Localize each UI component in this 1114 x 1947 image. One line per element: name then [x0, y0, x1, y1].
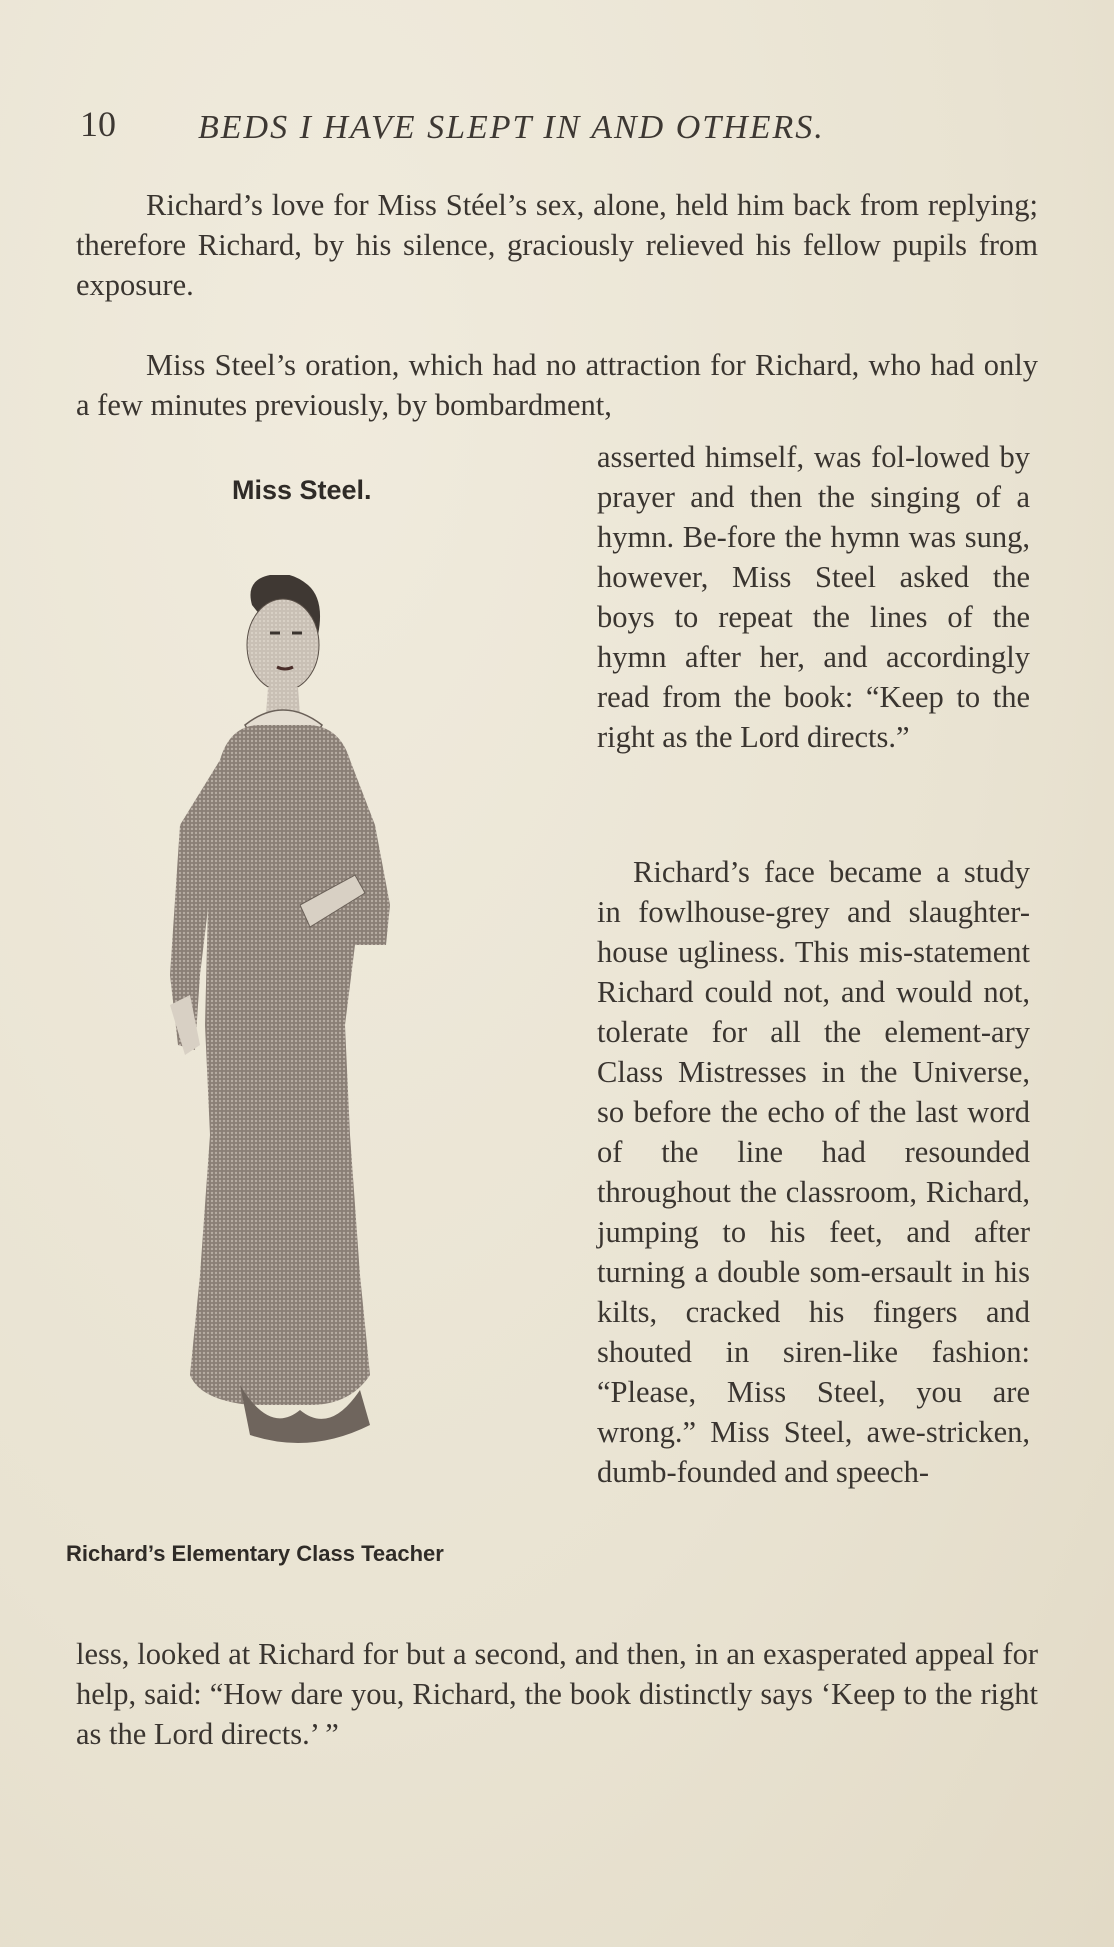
paragraph-2-opening: Miss Steel’s oration, which had no attraction for Richard, who had only a few minutes previously, by bombardment,	[76, 348, 1038, 422]
paragraph-2-column: asserted himself, was fol-lowed by prayer and then the singing of a hymn. Be-fore the hymn was sung, however, Miss Steel asked the boys to repeat the lines of the hymn after her, and accordingly read from the book: “Keep to the right as the Lord directs.”	[597, 440, 1030, 754]
page-header	[80, 95, 1040, 155]
page-number: 10	[80, 104, 116, 144]
figure-caption-title: Miss Steel.	[232, 475, 372, 505]
paragraph-3-column: Richard’s face became a study in fowlhouse-grey and slaughter-house ugliness. This mis-statement Richard could not, and would not, tolerate for all the element-ary Class Mistresses in the Universe, so before the echo of the last word of the line had resounded throughout the classroom, Richard, jumping to his feet, and after turning a double som-ersault in his kilts, cracked his fingers and shouted in siren-like fashion: “Please, Miss Steel, you are wrong.” Miss Steel, awe-stricken, dumb-founded and speech-	[597, 855, 1030, 1489]
figure-caption-description: Richard’s Elementary Class Teacher	[66, 1541, 444, 1566]
paragraph-1: Richard’s love for Miss Stéel’s sex, alone, held him back from replying; therefore Richard, by his silence, graciously relieved his fellow pupils from exposure.	[76, 188, 1038, 302]
paragraph-3-closing: less, looked at Richard for but a second, and then, in an exasperated appeal for help, said: “How dare you, Richard, the book distinctly says ‘Keep to the right as the Lord directs.’ ”	[76, 1637, 1038, 1751]
woman-portrait-illustration-icon	[150, 575, 470, 1495]
running-title: BEDS I HAVE SLEPT IN AND OTHERS.	[198, 109, 825, 146]
